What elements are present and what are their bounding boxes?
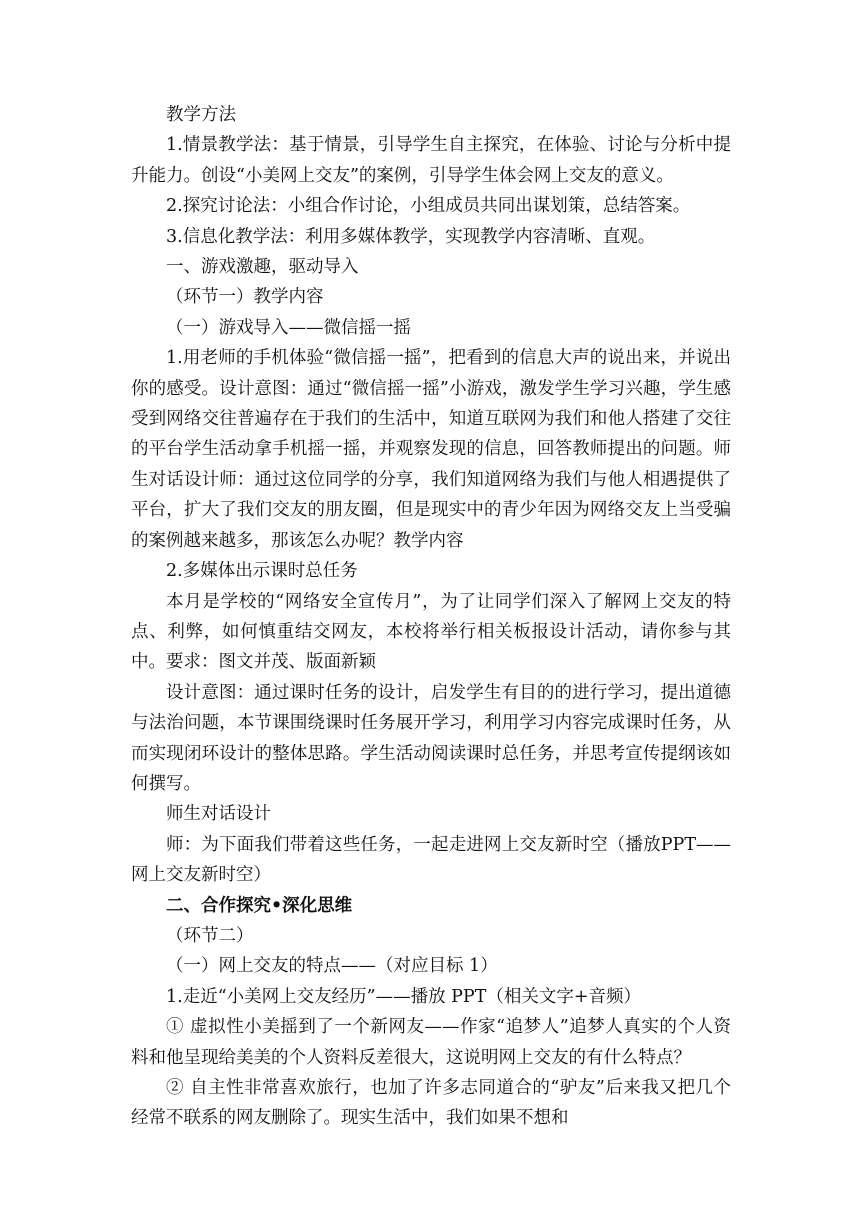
paragraph-task-description: 本月是学校的“网络安全宣传月”，为了让同学们深入了解网上交友的特点、利弊，如何慎重结交网友，本校将举行相关板报设计活动，请你参与其中。要求：图文并茂、版面新颖: [131, 591, 731, 673]
section-heading-2: 二、合作探究•深化思维: [166, 895, 353, 916]
stage-1-label: （环节一）教学内容: [166, 287, 324, 308]
stage-2-label: （环节二）: [166, 925, 254, 946]
paragraph-xiaomei-story: 1.走近“小美网上交友经历”——播放 PPT（相关文字+音频）: [166, 986, 642, 1007]
section-heading-1: 一、游戏激趣，驱动导入: [166, 257, 359, 278]
document-page: [131, 100, 731, 1134]
paragraph-method-3: 3.信息化教学法：利用多媒体教学，实现教学内容清晰、直观。: [166, 226, 656, 247]
paragraph-teacher-line: 师：为下面我们带着这些任务，一起走进网上交友新时空（播放PPT——网上交友新时空）: [131, 834, 731, 886]
paragraph-method-2: 2.探究讨论法：小组合作讨论，小组成员共同出谋划策，总结答案。: [166, 196, 691, 217]
subheading-online-features: （一）网上交友的特点——（对应目标 1）: [166, 956, 498, 977]
paragraph-design-intent: 设计意图：通过课时任务的设计，启发学生有目的的进行学习，提出道德与法治问题，本节课围绕课时任务展开学习，利用学习内容完成课时任务，从而实现闭环设计的整体思路。学生活动阅读课时总任务，并思考宣传提纲该如何撰写。: [131, 682, 731, 794]
paragraph-method-1: 1.情景教学法：基于情景，引导学生自主探究，在体验、讨论与分析中提升能力。创设“小美网上交友”的案例，引导学生体会网上交友的意义。: [131, 135, 731, 186]
heading-teaching-methods: 教学方法: [166, 105, 236, 125]
paragraph-shake-activity: 1.用老师的手机体验“微信摇一摇”，把看到的信息大声的说出来，并说出你的感受。设计意图：通过“微信摇一摇”小游戏，激发学生学习兴趣，学生感受到网络交往普遍存在于我们的生活中，知道互联网为我们和他人搭建了交往的平台学生活动拿手机摇一摇，并观察发现的信息，回答教师提出的问题。师生对话设计师：通过这位同学的分享，我们知道网络为我们与他人相遇提供了平台，扩大了我们交友的朋友圈，但是现实中的青少年因为网络交友上当受骗的案例越来越多，那该怎么办呢？教学内容: [131, 348, 731, 551]
paragraph-multimedia-task: 2.多媒体出示课时总任务: [166, 561, 358, 582]
paragraph-autonomy: ② 自主性非常喜欢旅行，也加了许多志同道合的“驴友”后来我又把几个经常不联系的网友删除了。现实生活中，我们如果不想和: [131, 1078, 731, 1129]
paragraph-virtuality: ① 虚拟性小美摇到了一个新网友——作家“追梦人”追梦人真实的个人资料和他呈现给美美的个人资料反差很大，这说明网上交友的有什么特点？: [131, 1017, 731, 1068]
paragraph-dialogue-design: 师生对话设计: [166, 804, 271, 825]
subheading-game-intro: （一）游戏导入——微信摇一摇: [166, 317, 411, 338]
